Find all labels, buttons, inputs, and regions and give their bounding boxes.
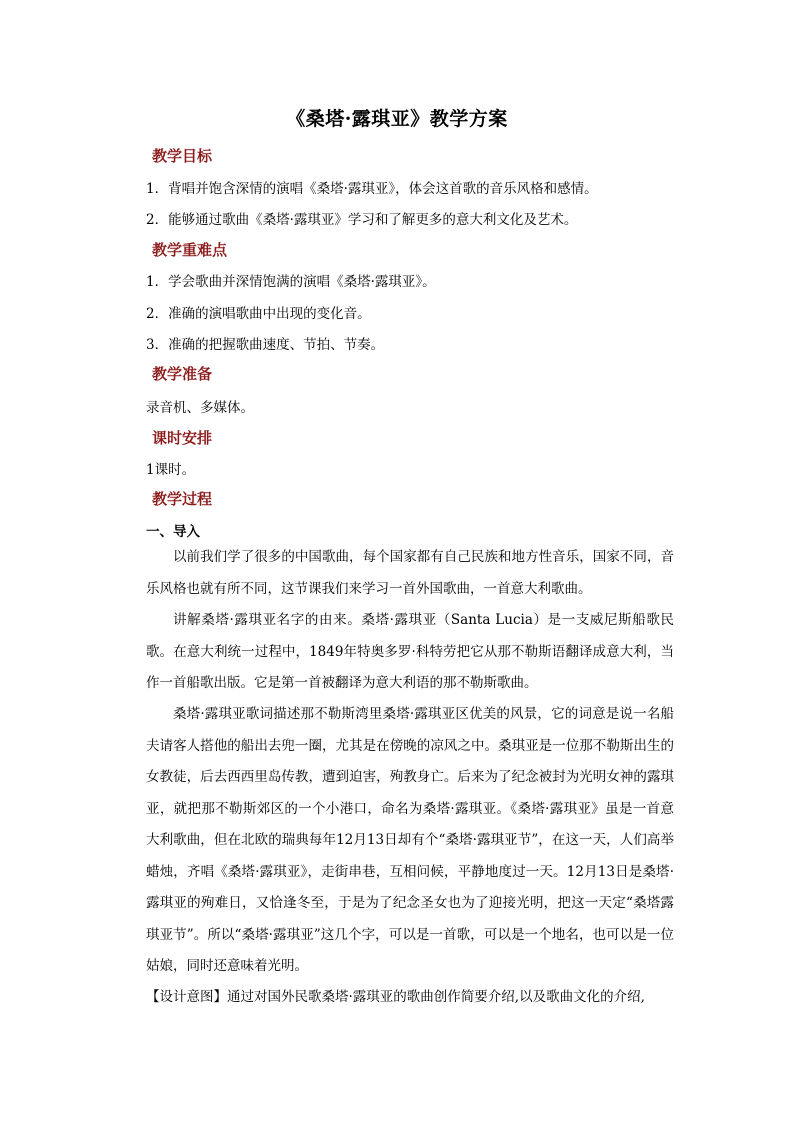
goal-item-2: 2．能够通过歌曲《桑塔·露琪亚》学习和了解更多的意大利文化及艺术。 (146, 212, 578, 228)
section-heading-process: 教学过程 (152, 490, 213, 508)
keypoint-item-3: 3．准确的把握歌曲速度、节拍、节奏。 (146, 337, 385, 353)
schedule-text: 1课时。 (146, 462, 196, 478)
process-paragraph-1: 以前我们学了很多的中国歌曲，每个国家都有自己民族和地方性音乐，国家不同，音乐风格也就有所不同，这节课我们来学习一首外国歌曲，一首意大利歌曲。 (146, 549, 674, 597)
process-subheading-intro: 一、导入 (146, 524, 200, 540)
preparation-text: 录音机、多媒体。 (146, 400, 254, 416)
section-heading-preparation: 教学准备 (152, 365, 213, 383)
goal-item-1: 1．背唱并饱含深情的演唱《桑塔·露琪亚》，体会这首歌的音乐风格和感情。 (146, 181, 598, 197)
section-heading-goals: 教学目标 (152, 147, 213, 165)
section-heading-keypoints: 教学重难点 (152, 241, 228, 259)
section-heading-schedule: 课时安排 (152, 429, 213, 447)
keypoint-item-2: 2．准确的演唱歌曲中出现的变化音。 (146, 306, 371, 322)
process-paragraph-3: 桑塔·露琪亚歌词描述那不勒斯湾里桑塔·露琪亚区优美的风景，它的词意是说一名船夫请客人搭他的船出去兜一圈，尤其是在傍晚的凉风之中。桑琪亚是一位那不勒斯出生的女教徒，后去西西里岛传教，遭到迫害，殉教身亡。后来为了纪念被封为光明女神的露琪亚，就把那不勒斯郊区的一个小港口，命名为桑塔·露琪亚。《桑塔·露琪亚》虽是一首意大利歌曲，但在北欧的瑞典每年12月13日却有个“桑塔·露琪亚节”，在这一天，人们高举蜡烛，齐唱《桑塔·露琪亚》，走街串巷，互相问候，平静地度过一天。12月13日是桑塔·露琪亚的殉难日，又恰逢冬至，于是为了纪念圣女也为了迎接光明，把这一天定“桑塔露琪亚节”。所以“桑塔·露琪亚”这几个字，可以是一首歌，可以是一个地名，也可以是一位姑娘，同时还意味着光明。 (146, 706, 674, 974)
document-title: 《桑塔·露琪亚》教学方案 (286, 108, 508, 130)
process-paragraph-design-intent: 【设计意图】通过对国外民歌桑塔·露琪亚的歌曲创作简要介绍,以及歌曲文化的介绍, (146, 989, 645, 1005)
keypoint-item-1: 1．学会歌曲并深情饱满的演唱《桑塔·露琪亚》。 (146, 274, 436, 290)
process-paragraph-2: 讲解桑塔·露琪亚名字的由来。桑塔·露琪亚（Santa Lucia）是一支威尼斯船歌民歌。在意大利统一过程中，1849年特奥多罗·科特劳把它从那不勒斯语翻译成意大利，当作一首船歌出版。它是第一首被翻译为意大利语的那不勒斯歌曲。 (146, 612, 674, 691)
